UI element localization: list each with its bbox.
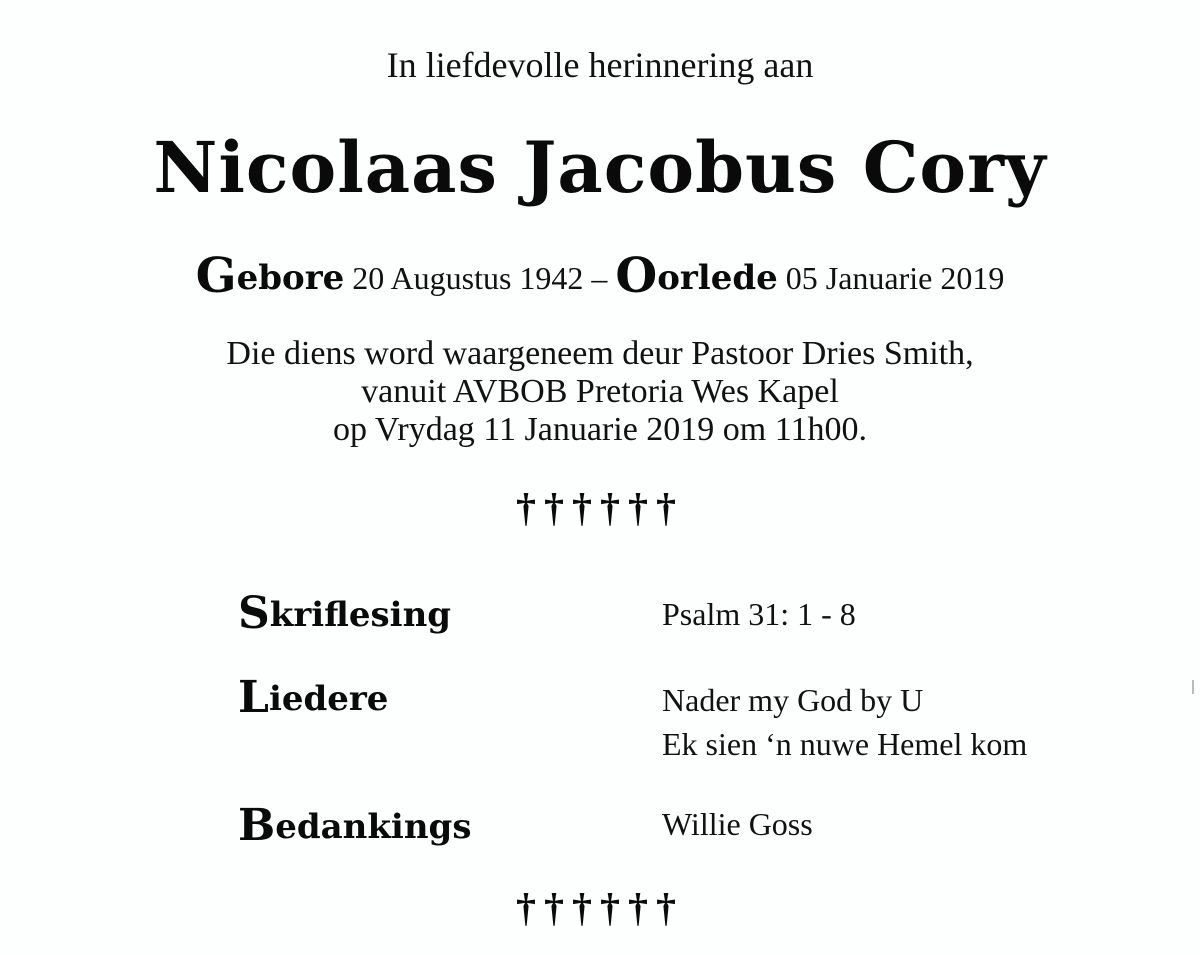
hymn-item: Nader my God by U bbox=[662, 682, 924, 718]
born-label-cap: G bbox=[195, 248, 237, 304]
crosses-divider-top: †††††† bbox=[516, 485, 684, 530]
hymn-item: Ek sien ‘n nuwe Hemel kom bbox=[662, 726, 1028, 762]
service-line-1: Die diens word waargeneem deur Pastoor Dries Smith, bbox=[226, 335, 974, 372]
died-label-cap: O bbox=[615, 248, 658, 304]
scan-edge-mark bbox=[1192, 680, 1194, 694]
died-date: 05 Januarie 2019 bbox=[785, 260, 1005, 296]
died-label-rest: orlede bbox=[657, 258, 778, 298]
scripture-value: Psalm 31: 1 - 8 bbox=[662, 596, 856, 632]
scripture-label bbox=[238, 588, 451, 639]
hymns-label bbox=[238, 672, 388, 723]
thanks-value: Willie Goss bbox=[662, 806, 813, 842]
thanks-label bbox=[238, 800, 471, 851]
scripture-label-cap: S bbox=[238, 588, 270, 639]
service-line-3: op Vrydag 11 Januarie 2019 om 11h00. bbox=[332, 411, 867, 448]
died-label bbox=[615, 248, 778, 304]
intro-line: In liefdevolle herinnering aan bbox=[386, 45, 814, 85]
hymns-label-rest: iedere bbox=[268, 679, 389, 719]
hymns-list bbox=[662, 678, 1027, 766]
deceased-name: Nicolaas Jacobus Cory bbox=[153, 126, 1047, 209]
born-label-rest: ebore bbox=[236, 258, 345, 298]
born-date: 20 Augustus 1942 – bbox=[352, 260, 608, 296]
thanks-label-rest: edankings bbox=[275, 807, 472, 847]
service-details bbox=[0, 335, 1200, 449]
crosses-divider-bottom: †††††† bbox=[516, 885, 684, 930]
service-line-2: vanuit AVBOB Pretoria Wes Kapel bbox=[361, 373, 839, 410]
hymns-label-cap: L bbox=[238, 672, 269, 723]
dates-line bbox=[0, 248, 1200, 304]
thanks-label-cap: B bbox=[238, 800, 276, 851]
scripture-label-rest: kriflesing bbox=[269, 595, 452, 635]
born-label bbox=[195, 248, 345, 304]
